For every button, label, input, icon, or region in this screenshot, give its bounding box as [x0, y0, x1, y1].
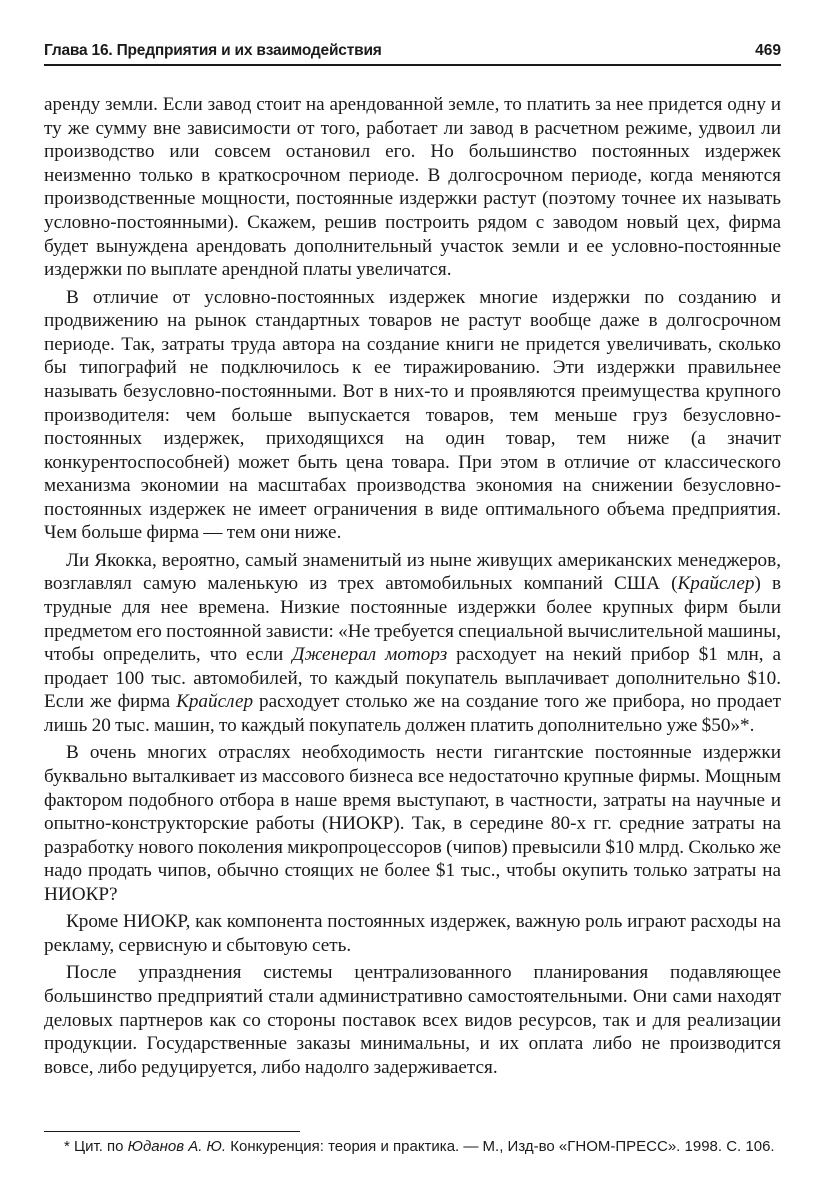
paragraph — [44, 910, 781, 957]
footnote-author: Юданов А. Ю. — [127, 1138, 227, 1155]
paragraph — [44, 961, 781, 1079]
body-text — [44, 93, 781, 1079]
paragraph-text: Ли Якокка, вероятно, самый знаменитый из ныне живущих американских менеджеров, возглавлял самую маленькую из трех автомобильных компаний США ( — [44, 549, 781, 595]
footnote — [44, 1136, 781, 1157]
page-number: 469 — [755, 42, 781, 59]
paragraph-text: расходует на некий прибор $1 млн, а продает 100 тыс. автомобилей, то каждый покупатель выплачивает дополнительно $10. Если же фирма — [44, 644, 781, 713]
paragraph-text: После упразднения системы централизованного планирования подавляющее большинство предприятий стали административно самостоятельными. Они сами находят деловых партнеров как со стороны поставок всех видов ресурсов, так и для реализации продукции. Государственные заказы минимальны, и их оплата либо не производится вовсе, либо редуцируется, либо надолго задерживается. — [44, 962, 781, 1078]
paragraph-text: В очень многих отраслях необходимость нести гигантские постоянные издержки буквально выталкивает из массового бизнеса все недостаточно крупные фирмы. Мощным фактором подобного отбора в наше время выступают, в частности, затраты на научные и опытно-конструкторские работы (НИОКР). Так, в середине 80-х гг. средние затраты на разработку нового поколения микропроцессоров (чипов) превысили $10 млрд. Сколько же надо продать чипов, обычно стоящих не более $1 тыс., чтобы окупить только затраты на НИОКР? — [44, 742, 781, 905]
company-name-chrysler: Крайслер — [677, 573, 755, 595]
paragraph-text: аренду земли. Если завод стоит на арендованной земле, то платить за нее придется одну и ту же сумму вне зависимости от того, работает ли завод в расчетном режиме, удвоил ли производство или совсем остановил его. Но большинство постоянных издержек неизменно только в краткосрочном периоде. В долгосрочном периоде, когда меняются производственные мощности, постоянные издержки растут (поэтому точнее их называть условно-постоянными). Скажем, решив построить рядом с заводом новый цех, фирма будет вынуждена арендовать дополнительный участок земли и ее условно-постоянные издержки по выплате арендной платы увеличатся. — [44, 94, 781, 281]
paragraph-text: Кроме НИОКР, как компонента постоянных издержек, важную роль играют расходы на рекламу, сервисную и сбытовую сеть. — [44, 911, 781, 956]
paragraph — [44, 741, 781, 906]
paragraph — [44, 93, 781, 282]
footnote-divider — [44, 1131, 300, 1132]
paragraph — [44, 286, 781, 546]
company-name-gm: Дженерал моторз — [292, 644, 448, 666]
paragraph-text: В отличие от условно-постоянных издержек многие издержки по созданию и продвижению на рынок стандартных товаров не растут вообще даже в долгосрочном периоде. Так, затраты труда автора на создание книги не придется увеличивать, сколько бы типографий не подключилось к ее тиражированию. Эти издержки правильнее называть безусловно-постоянными. Вот в них-то и проявляются преимущества крупного производителя: чем больше выпускается товаров, тем меньше груз безусловно-постоянных издержек, приходящихся на один товар, тем ниже (а значит конкурентоспособней) может быть цена товара. При этом в отличие от классического механизма экономии на масштабах производства экономия на снижении безусловно-постоянных издержек не имеет ограничения в виде оптимального объема предприятия. Чем больше фирма — тем они ниже. — [44, 286, 781, 544]
chapter-title: Глава 16. Предприятия и их взаимодействия — [44, 42, 382, 59]
running-head — [44, 40, 781, 66]
paragraph-text: ) в трудные для нее времена. Низкие постоянные издержки более крупных фирм были предметом его постоянной зависти: «Не требуется специальной вычислительной машины, чтобы определить, что если — [44, 573, 782, 666]
paragraph — [44, 549, 781, 738]
footnote-text: * Цит. по — [64, 1138, 128, 1155]
company-name-chrysler: Крайслер — [176, 691, 254, 713]
footnote-text: Конкуренция: теория и практика. — М., Изд-во «ГНОМ-ПРЕСС». 1998. С. 106. — [226, 1138, 775, 1155]
paragraph-text: расходует столько же на создание того же прибора, но продает лишь 20 тыс. машин, то каждый покупатель должен платить дополнительно уже $50»*. — [44, 691, 781, 737]
